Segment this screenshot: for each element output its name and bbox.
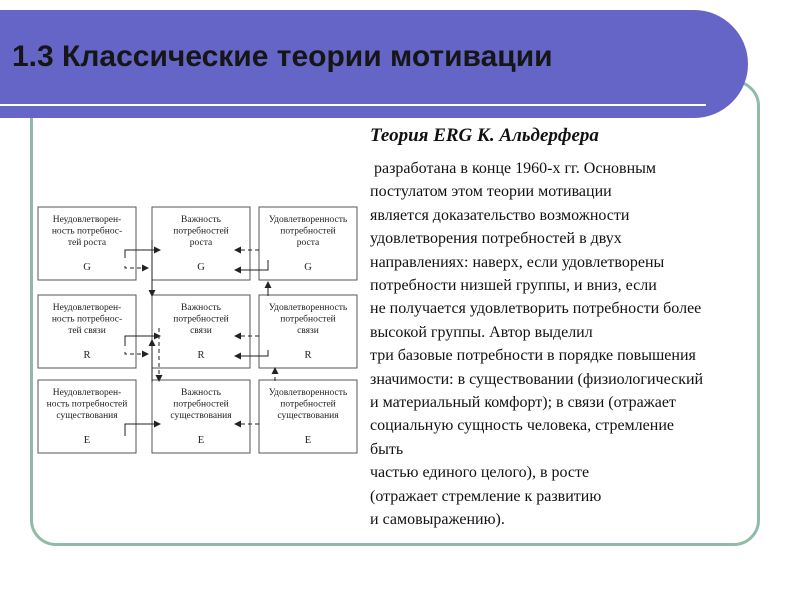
slide-subtitle: Теория ERG К. Альдерфера — [370, 125, 599, 146]
erg-diagram-svg — [30, 200, 370, 460]
cell-label-line: потребностей — [173, 399, 229, 410]
cell-label-line: потребностей — [280, 314, 336, 325]
body-line: и материальный комфорт); в связи (отражает — [370, 394, 676, 412]
body-line: не получается удовлетворить потребности более — [370, 300, 702, 318]
cell-label-line: роста — [189, 238, 213, 248]
body-line: потребности низшей группы, и вниз, если — [370, 277, 657, 295]
cell-label-line: ность потребнос- — [51, 314, 123, 325]
cell-label-line: тей связи — [68, 326, 106, 336]
cell-label-line: Удовлетворенность — [268, 303, 348, 313]
body-line: значимости: в существовании (физиологический — [370, 370, 704, 388]
body-line: частью единого целого), в росте — [370, 464, 590, 482]
cell-importance-growth — [152, 207, 250, 280]
erg-diagram — [30, 200, 370, 460]
cell-satisfaction-growth — [259, 207, 357, 280]
title-divider — [0, 104, 706, 106]
cell-letter: E — [83, 435, 91, 446]
cell-letter: E — [304, 435, 312, 446]
cell-letter: G — [304, 262, 312, 273]
body-text — [370, 157, 790, 532]
cell-satisfaction-relatedness — [259, 295, 357, 368]
cell-letter: G — [83, 262, 91, 273]
body-line: высокой группы. Автор выделил — [370, 323, 593, 341]
cell-label-line: тей роста — [67, 238, 107, 248]
cell-label-line: Важность — [181, 388, 221, 398]
cell-label-line: ность потребностей — [46, 399, 128, 410]
body-line: направлениях: наверх, если удовлетворены — [370, 253, 665, 271]
cell-satisfaction-existence — [259, 380, 357, 453]
cell-letter: R — [197, 350, 205, 361]
cell-importance-relatedness — [152, 295, 250, 368]
cell-label-line: ность потребнос- — [51, 226, 123, 237]
cell-label-line: потребностей — [173, 226, 229, 237]
cell-label-line: Неудовлетворен- — [52, 215, 122, 225]
cell-label-line: Важность — [181, 303, 221, 313]
cell-label-line: Неудовлетворен- — [52, 388, 122, 398]
cell-label-line: Неудовлетворен- — [52, 303, 122, 313]
cell-importance-existence — [152, 380, 250, 453]
body-line: разработана в конце 1960-х гг. Основным — [374, 160, 657, 177]
body-line: удовлетворения потребностей в двух — [370, 230, 622, 248]
cell-label-line: Удовлетворенность — [268, 215, 348, 225]
cell-label-line: потребностей — [280, 399, 336, 410]
body-line: три базовые потребности в порядке повышения — [370, 347, 696, 365]
cell-dissatisfaction-growth — [38, 207, 136, 280]
body-line: является доказательство возможности — [370, 206, 630, 224]
cell-letter: R — [83, 350, 91, 361]
body-line: (отражает стремление к развитию — [370, 487, 602, 505]
cell-label-line: существования — [56, 411, 118, 421]
cell-letter: R — [304, 350, 312, 361]
body-line: социальную сущность человека, стремление — [370, 417, 674, 435]
cell-label-line: потребностей — [280, 226, 336, 237]
cell-label-line: Удовлетворенность — [268, 388, 348, 398]
cell-label-line: связи — [297, 326, 319, 336]
body-line: и самовыражению). — [370, 511, 505, 529]
cell-label-line: существования — [277, 411, 339, 421]
cell-label-line: Важность — [181, 215, 221, 225]
cell-label-line: связи — [190, 326, 212, 336]
cell-letter: G — [197, 262, 205, 273]
body-line: быть — [370, 440, 404, 458]
slide-title: 1.3 Классические теории мотивации — [12, 40, 553, 73]
body-line: постулатом этом теории мотивации — [370, 183, 612, 201]
cell-label-line: роста — [296, 238, 320, 248]
cell-letter: E — [197, 435, 205, 446]
cell-label-line: существования — [170, 411, 232, 421]
cell-dissatisfaction-existence — [38, 380, 136, 453]
cell-label-line: потребностей — [173, 314, 229, 325]
cell-dissatisfaction-relatedness — [38, 295, 136, 368]
